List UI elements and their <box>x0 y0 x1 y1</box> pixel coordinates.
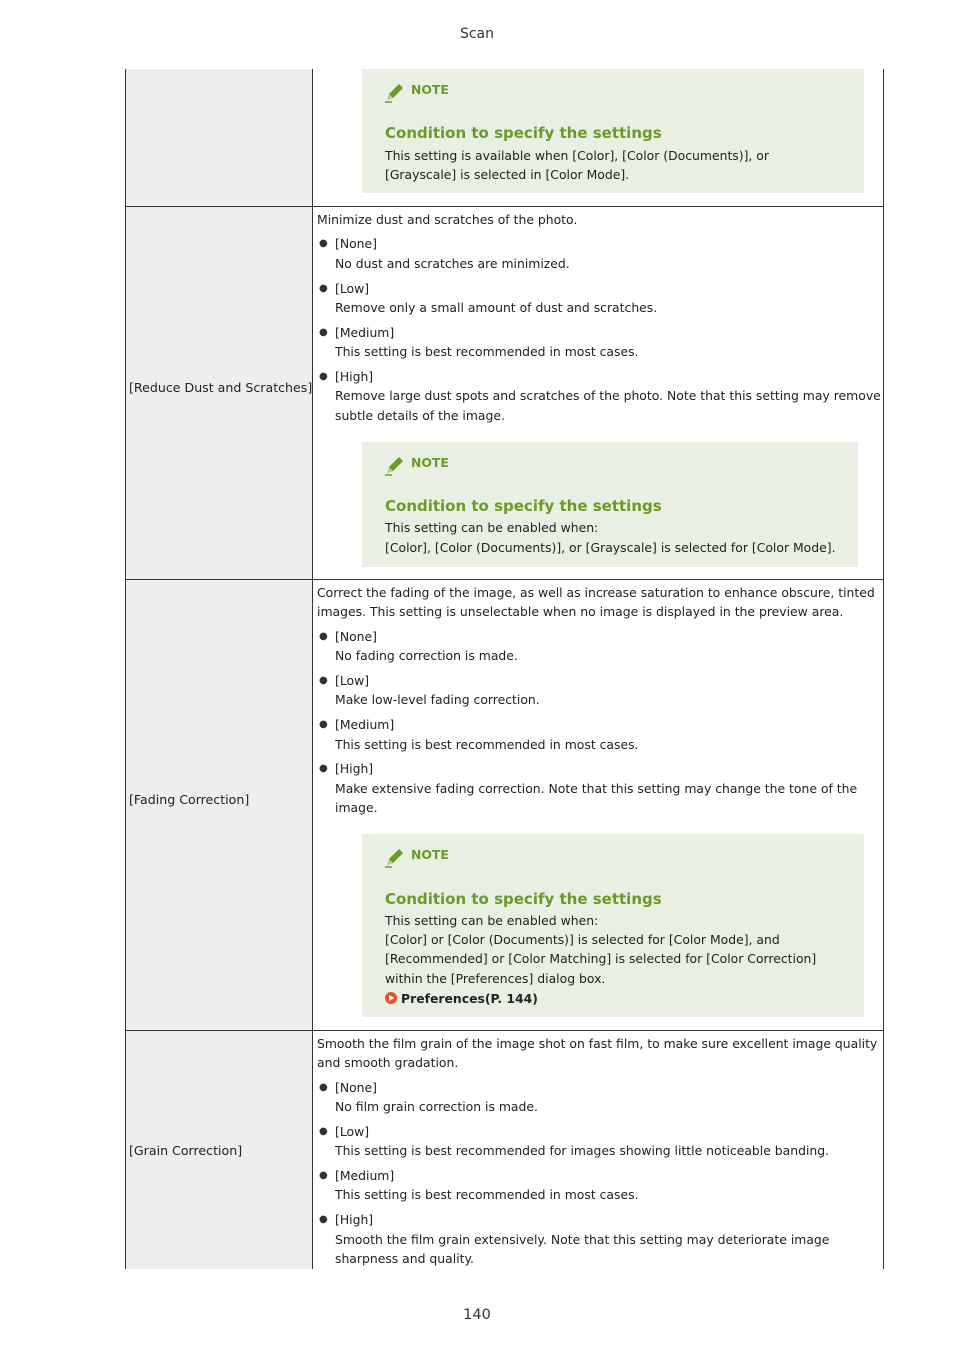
note-body-line: [Color], [Color (Documents)], or [Grayscale] is selected for [Color Mode]. <box>385 540 836 555</box>
note-body-line: within the [Preferences] dialog box. <box>385 971 606 986</box>
row-divider <box>125 1030 884 1031</box>
page-number: 140 <box>463 1307 491 1323</box>
note-box <box>362 69 864 193</box>
note-label: NOTE <box>411 82 449 97</box>
option-title: [Medium] <box>335 717 395 732</box>
row-divider <box>125 579 884 580</box>
option-description: Smooth the film grain extensively. Note that this setting may deteriorate image <box>335 1232 830 1247</box>
note-body-line: This setting can be enabled when: <box>385 913 599 928</box>
option-title: [High] <box>335 1212 374 1227</box>
note-title: Condition to specify the settings <box>385 497 662 515</box>
setting-description: images. This setting is unselectable when no image is displayed in the preview area. <box>317 604 844 619</box>
table-border-right <box>883 69 884 1269</box>
note-box <box>362 834 864 1017</box>
option-description: This setting is best recommended in most cases. <box>335 737 639 752</box>
setting-description: Correct the fading of the image, as well as increase saturation to enhance obscure, tinted <box>317 585 875 600</box>
bullet-icon: ● <box>319 719 328 730</box>
note-body-line: [Recommended] or [Color Matching] is selected for [Color Correction] <box>385 951 817 966</box>
bullet-icon: ● <box>319 327 328 338</box>
page-header: Scan <box>459 26 495 42</box>
bullet-icon: ● <box>319 1082 328 1093</box>
bullet-icon: ● <box>319 371 328 382</box>
option-title: [None] <box>335 629 377 644</box>
preferences-link[interactable] <box>385 991 538 1006</box>
option-description: Remove large dust spots and scratches of the photo. Note that this setting may remove <box>335 388 881 403</box>
option-title: [Low] <box>335 1124 370 1139</box>
note-label: NOTE <box>411 455 449 470</box>
pencil-icon <box>384 81 406 103</box>
setting-label: [Reduce Dust and Scratches] <box>129 380 313 395</box>
option-description: This setting is best recommended in most cases. <box>335 344 639 359</box>
setting-label: [Grain Correction] <box>129 1143 243 1158</box>
option-title: [Medium] <box>335 1168 395 1183</box>
option-description: No dust and scratches are minimized. <box>335 256 570 271</box>
option-title: [Low] <box>335 673 370 688</box>
note-body-line: This setting is available when [Color], [Color (Documents)], or <box>385 148 769 163</box>
bullet-icon: ● <box>319 1170 328 1181</box>
bullet-icon: ● <box>319 1126 328 1137</box>
option-description: Make low-level fading correction. <box>335 692 540 707</box>
note-box <box>362 442 858 567</box>
bullet-icon: ● <box>319 763 328 774</box>
option-description: subtle details of the image. <box>335 408 505 423</box>
bullet-icon: ● <box>319 283 328 294</box>
option-description: image. <box>335 800 378 815</box>
note-label: NOTE <box>411 847 449 862</box>
option-description: Make extensive fading correction. Note that this setting may change the tone of the <box>335 781 858 796</box>
setting-description: Minimize dust and scratches of the photo. <box>317 212 578 227</box>
note-body-line: [Color] or [Color (Documents)] is selected for [Color Mode], and <box>385 932 780 947</box>
label-column-bg <box>126 69 312 1269</box>
option-description: This setting is best recommended in most cases. <box>335 1187 639 1202</box>
preferences-link-text: Preferences(P. 144) <box>401 991 538 1006</box>
option-title: [None] <box>335 236 377 251</box>
bullet-icon: ● <box>319 631 328 642</box>
option-description: No fading correction is made. <box>335 648 518 663</box>
setting-description: and smooth gradation. <box>317 1055 459 1070</box>
bullet-icon: ● <box>319 675 328 686</box>
pencil-icon <box>384 846 406 868</box>
note-body-line: This setting can be enabled when: <box>385 520 599 535</box>
note-body-line: [Grayscale] is selected in [Color Mode]. <box>385 167 630 182</box>
option-title: [High] <box>335 369 374 384</box>
pencil-icon <box>384 454 406 476</box>
option-description: sharpness and quality. <box>335 1251 474 1266</box>
option-description: This setting is best recommended for images showing little noticeable banding. <box>335 1143 830 1158</box>
note-title: Condition to specify the settings <box>385 124 662 142</box>
table-border-left <box>125 69 126 1269</box>
option-title: [Low] <box>335 281 370 296</box>
bullet-icon: ● <box>319 238 328 249</box>
option-description: Remove only a small amount of dust and scratches. <box>335 300 658 315</box>
bullet-icon: ● <box>319 1214 328 1225</box>
note-title: Condition to specify the settings <box>385 890 662 908</box>
option-title: [None] <box>335 1080 377 1095</box>
arrow-circle-icon <box>385 992 397 1004</box>
row-divider <box>125 206 884 207</box>
setting-description: Smooth the film grain of the image shot on fast film, to make sure excellent image quality <box>317 1036 878 1051</box>
table-border-middle <box>312 69 313 1269</box>
option-description: No film grain correction is made. <box>335 1099 538 1114</box>
option-title: [Medium] <box>335 325 395 340</box>
setting-label: [Fading Correction] <box>129 792 250 807</box>
option-title: [High] <box>335 761 374 776</box>
